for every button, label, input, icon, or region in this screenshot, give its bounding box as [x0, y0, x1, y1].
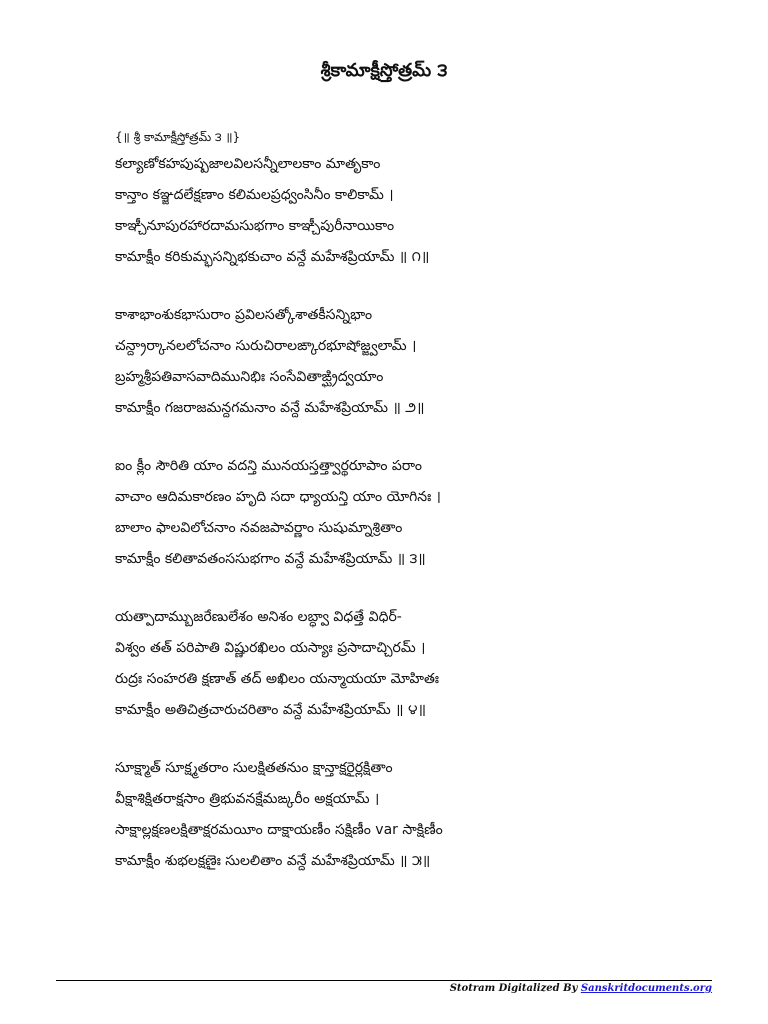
- verse-line: వీక్షాశిక్షితరాక్షసాం త్రిభువనక్షేమఙ్కరీం అక్షయామ్ ।: [115, 791, 380, 807]
- verse-line: కామాక్షీం గజరాజమన్దగమనాం వన్దే మహేశప్రియామ్ ॥ ౨॥: [115, 400, 425, 416]
- verse-line: రుద్రః సంహరతి క్షణాత్ తద్ అఖిలం యన్మాయయా మోహితః: [115, 671, 439, 687]
- stanza-3: [115, 456, 728, 569]
- verse-line: విశ్వం తత్ పరిపాతి విష్ణురఖిలం యస్యాః ప్రసాదాచ్చిరమ్ ।: [115, 640, 426, 656]
- verse-line: కాశాభాంశుకభాసురాం ప్రవిలసత్కోశాతకీసన్నిభాం: [115, 307, 373, 323]
- footer-credit-prefix: Stotram Digitalized By: [449, 983, 581, 994]
- verse-line: సూక్ష్మాత్ సూక్ష్మతరాం సులక్షితతనుం క్షాన్తాక్షరైర్లక్షితాం: [115, 760, 393, 776]
- footer-credit: [450, 983, 712, 994]
- verse-line: యత్పాదామ్బుజరేణులేశం అనిశం లబ్ధ్వా విధత్తే విధిర్-: [115, 609, 402, 625]
- verse-line: సాక్షాల్లక్షణలక్షితాక్షరమయీం దాక్షాయణీం సక్షిణీం var సాక్షిణీం: [115, 822, 443, 838]
- verse-line: బ్రహ్మశ్రీపతివాసవాదిమునిభిః సంసేవితాఙ్ఘ్రిద్వయాం: [115, 369, 384, 385]
- verse-line: బాలాం ఫాలవిలోచనాం నవజపావర్ణాం సుషుమ్నాశ్రితాం: [115, 520, 403, 536]
- verse-line: వాచాం ఆదిమకారణం హృది సదా ధ్యాయన్తి యాం యోగినః ।: [115, 489, 441, 505]
- stotram-header-line: {॥ శ్రీ కామాక్షీస్తోత్రమ్ ౩ ॥}: [115, 130, 241, 144]
- verse-line: కామాక్షీం అతిచిత్రచారుచరితాం వన్దే మహేశప్రియామ్ ॥ ౪॥: [115, 702, 426, 718]
- stanza-2: [115, 305, 728, 418]
- verse-line: కామాక్షీం శుభలక్షణైః సులలితాం వన్దే మహేశప్రియామ్ ॥ ౫॥: [115, 853, 431, 869]
- footer-credit-link[interactable]: Sanskritdocuments.org: [580, 983, 712, 994]
- verse-line: ఐం క్లీం సౌరితి యాం వదన్తి మునయస్తత్త్వార్థరూపాం పరాం: [115, 458, 422, 474]
- footer-divider: [56, 980, 712, 981]
- verse-line: కామాక్షీం కలితావతంససుభగాం వన్దే మహేశప్రియామ్ ॥ ౩॥: [115, 551, 426, 567]
- stotram-body: [115, 127, 728, 909]
- verse-line: కామాక్షీం కరికుమ్భసన్నిభకుచాం వన్దే మహేశప్రియామ్ ॥ ౧॥: [115, 249, 430, 265]
- stanza-5: [115, 758, 728, 871]
- verse-line: చన్ద్రార్కానలలోచనాం సురుచిరాలఙ్కారభూషోజ్జ్వలామ్ ।: [115, 338, 417, 354]
- stanza-4: [115, 607, 728, 720]
- stanza-1: [115, 154, 728, 267]
- verse-line: కల్యాణోకహపుష్పజాలవిలసన్నీలాలకాం మాతృకాం: [115, 156, 381, 172]
- verse-line: కాన్తాం కఞ్జదలేక్షణాం కలిమలప్రధ్వంసినీం కాలికామ్ ।: [115, 187, 394, 203]
- page-title: శ్రీకామాక్షీస్తోత్రమ్ ౩: [320, 60, 448, 81]
- verse-line: కాఞ్చీనూపురహారదామసుభగాం కాఞ్చీపురీనాయికాం: [115, 218, 395, 234]
